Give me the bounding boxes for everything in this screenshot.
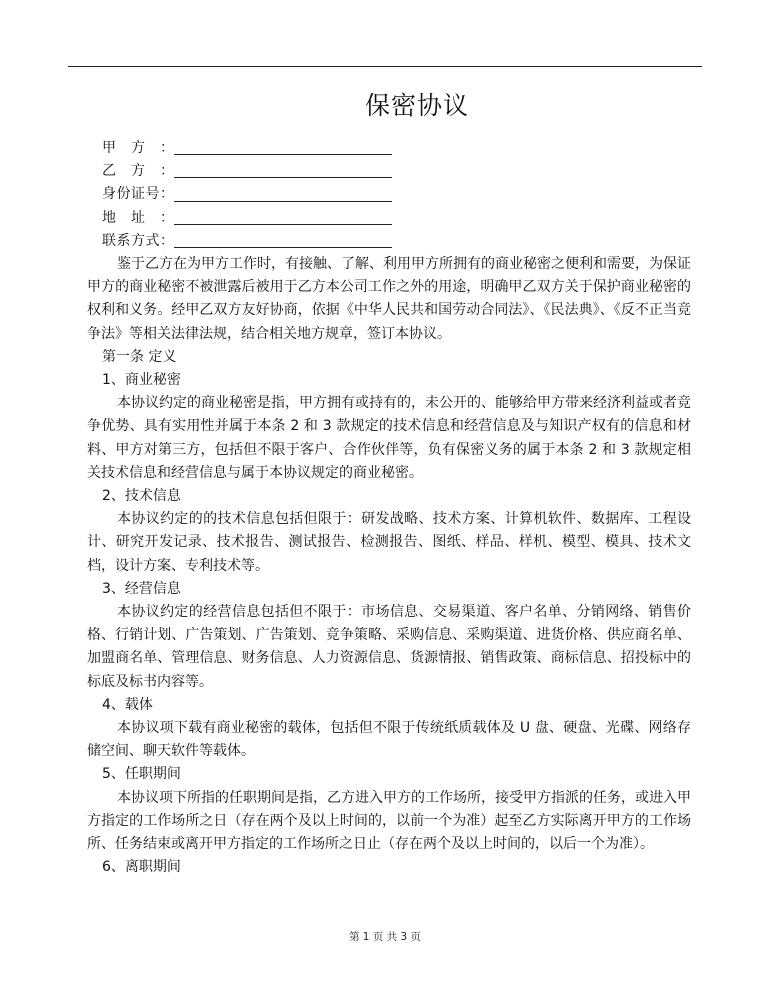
section-paragraph: 本协议约定的的技术信息包括但限于：研发战略、技术方案、计算机软件、数据库、工程设计、研究开发记录、技术报告、测试报告、检测报告、图纸、样品、样机、模型、模具、技术文档，设计方案、专利技术等。 bbox=[87, 511, 691, 574]
field-label: 身份证号： bbox=[102, 186, 174, 203]
field-address bbox=[87, 207, 691, 230]
field-party-b bbox=[87, 160, 691, 183]
fill-in-line[interactable] bbox=[174, 223, 392, 225]
field-label: 甲方： bbox=[102, 139, 174, 156]
field-id-number bbox=[87, 183, 691, 206]
field-label: 联系方式： bbox=[102, 232, 174, 249]
document-body bbox=[87, 137, 691, 879]
fill-in-line[interactable] bbox=[174, 153, 392, 155]
fill-in-line[interactable] bbox=[174, 200, 392, 202]
header-rule bbox=[68, 66, 702, 67]
section-paragraph: 本协议项下所指的任职期间是指，乙方进入甲方的工作场所，接受甲方指派的任务，或进入甲方指定的工作场所之日（存在两个及以上时间的，以前一个为准）起至乙方实际离开甲方的工作场所、任务结束或离开甲方指定的工作场所之日止（存在两个及以上时间的，以后一个为准）。 bbox=[87, 789, 691, 853]
fill-in-line[interactable] bbox=[174, 176, 392, 178]
section-heading: 6、离职期间 bbox=[102, 859, 181, 876]
section-heading: 4、载体 bbox=[102, 696, 153, 713]
section-heading: 1、商业秘密 bbox=[102, 371, 181, 388]
field-label: 乙方： bbox=[102, 163, 174, 180]
section-paragraph: 本协议项下载有商业秘密的载体，包括但不限于传统纸质载体及 U 盘、硬盘、光碟、网络存储空间、聊天软件等载体。 bbox=[87, 720, 691, 760]
preamble-paragraph: 鉴于乙方在为甲方工作时，有接触、了解、利用甲方所拥有的商业秘密之便利和需要，为保证甲方的商业秘密不被泄露后被用于乙方本公司工作之外的用途，明确甲乙双方关于保护商业秘密的权利和义务。经甲乙双方友好协商，依据《中华人民共和国劳动合同法》、《民法典》、《反不正当竞争法》等相关法律法规，结合相关地方规章，签订本协议。 bbox=[87, 255, 691, 342]
section-heading: 2、技术信息 bbox=[102, 487, 181, 504]
section-paragraph: 本协议约定的经营信息包括但不限于：市场信息、交易渠道、客户名单、分销网络、销售价格、行销计划、广告策划、广告策划、竞争策略、采购信息、采购渠道、进货价格、供应商名单、加盟商名单、管理信息、财务信息、人力资源信息、货源情报、销售政策、商标信息、招投标中的标底及标书内容等。 bbox=[87, 603, 691, 690]
article-heading: 第一条 定义 bbox=[102, 348, 177, 365]
section-heading: 3、经营信息 bbox=[102, 580, 181, 597]
field-label: 地址： bbox=[102, 209, 174, 226]
section-heading: 5、任职期间 bbox=[102, 766, 181, 783]
field-party-a bbox=[87, 137, 691, 160]
field-contact bbox=[87, 230, 691, 253]
document-title: 保密协议 bbox=[364, 91, 469, 120]
fill-in-line[interactable] bbox=[174, 246, 392, 248]
page-number: 第 1 页 共 3 页 bbox=[348, 931, 422, 943]
section-paragraph: 本协议约定的商业秘密是指，甲方拥有或持有的，未公开的、能够给甲方带来经济利益或者竞争优势、具有实用性并属于本条 2 和 3 款规定的技术信息和经营信息及与知识产权有的信息和材料、甲方对第三方，包括但不限于客户、合作伙伴等，负有保密义务的属于本条 2 和 3 款规定相关技术信息和经营信息与属于本协议规定的商业秘密。 bbox=[87, 395, 691, 481]
